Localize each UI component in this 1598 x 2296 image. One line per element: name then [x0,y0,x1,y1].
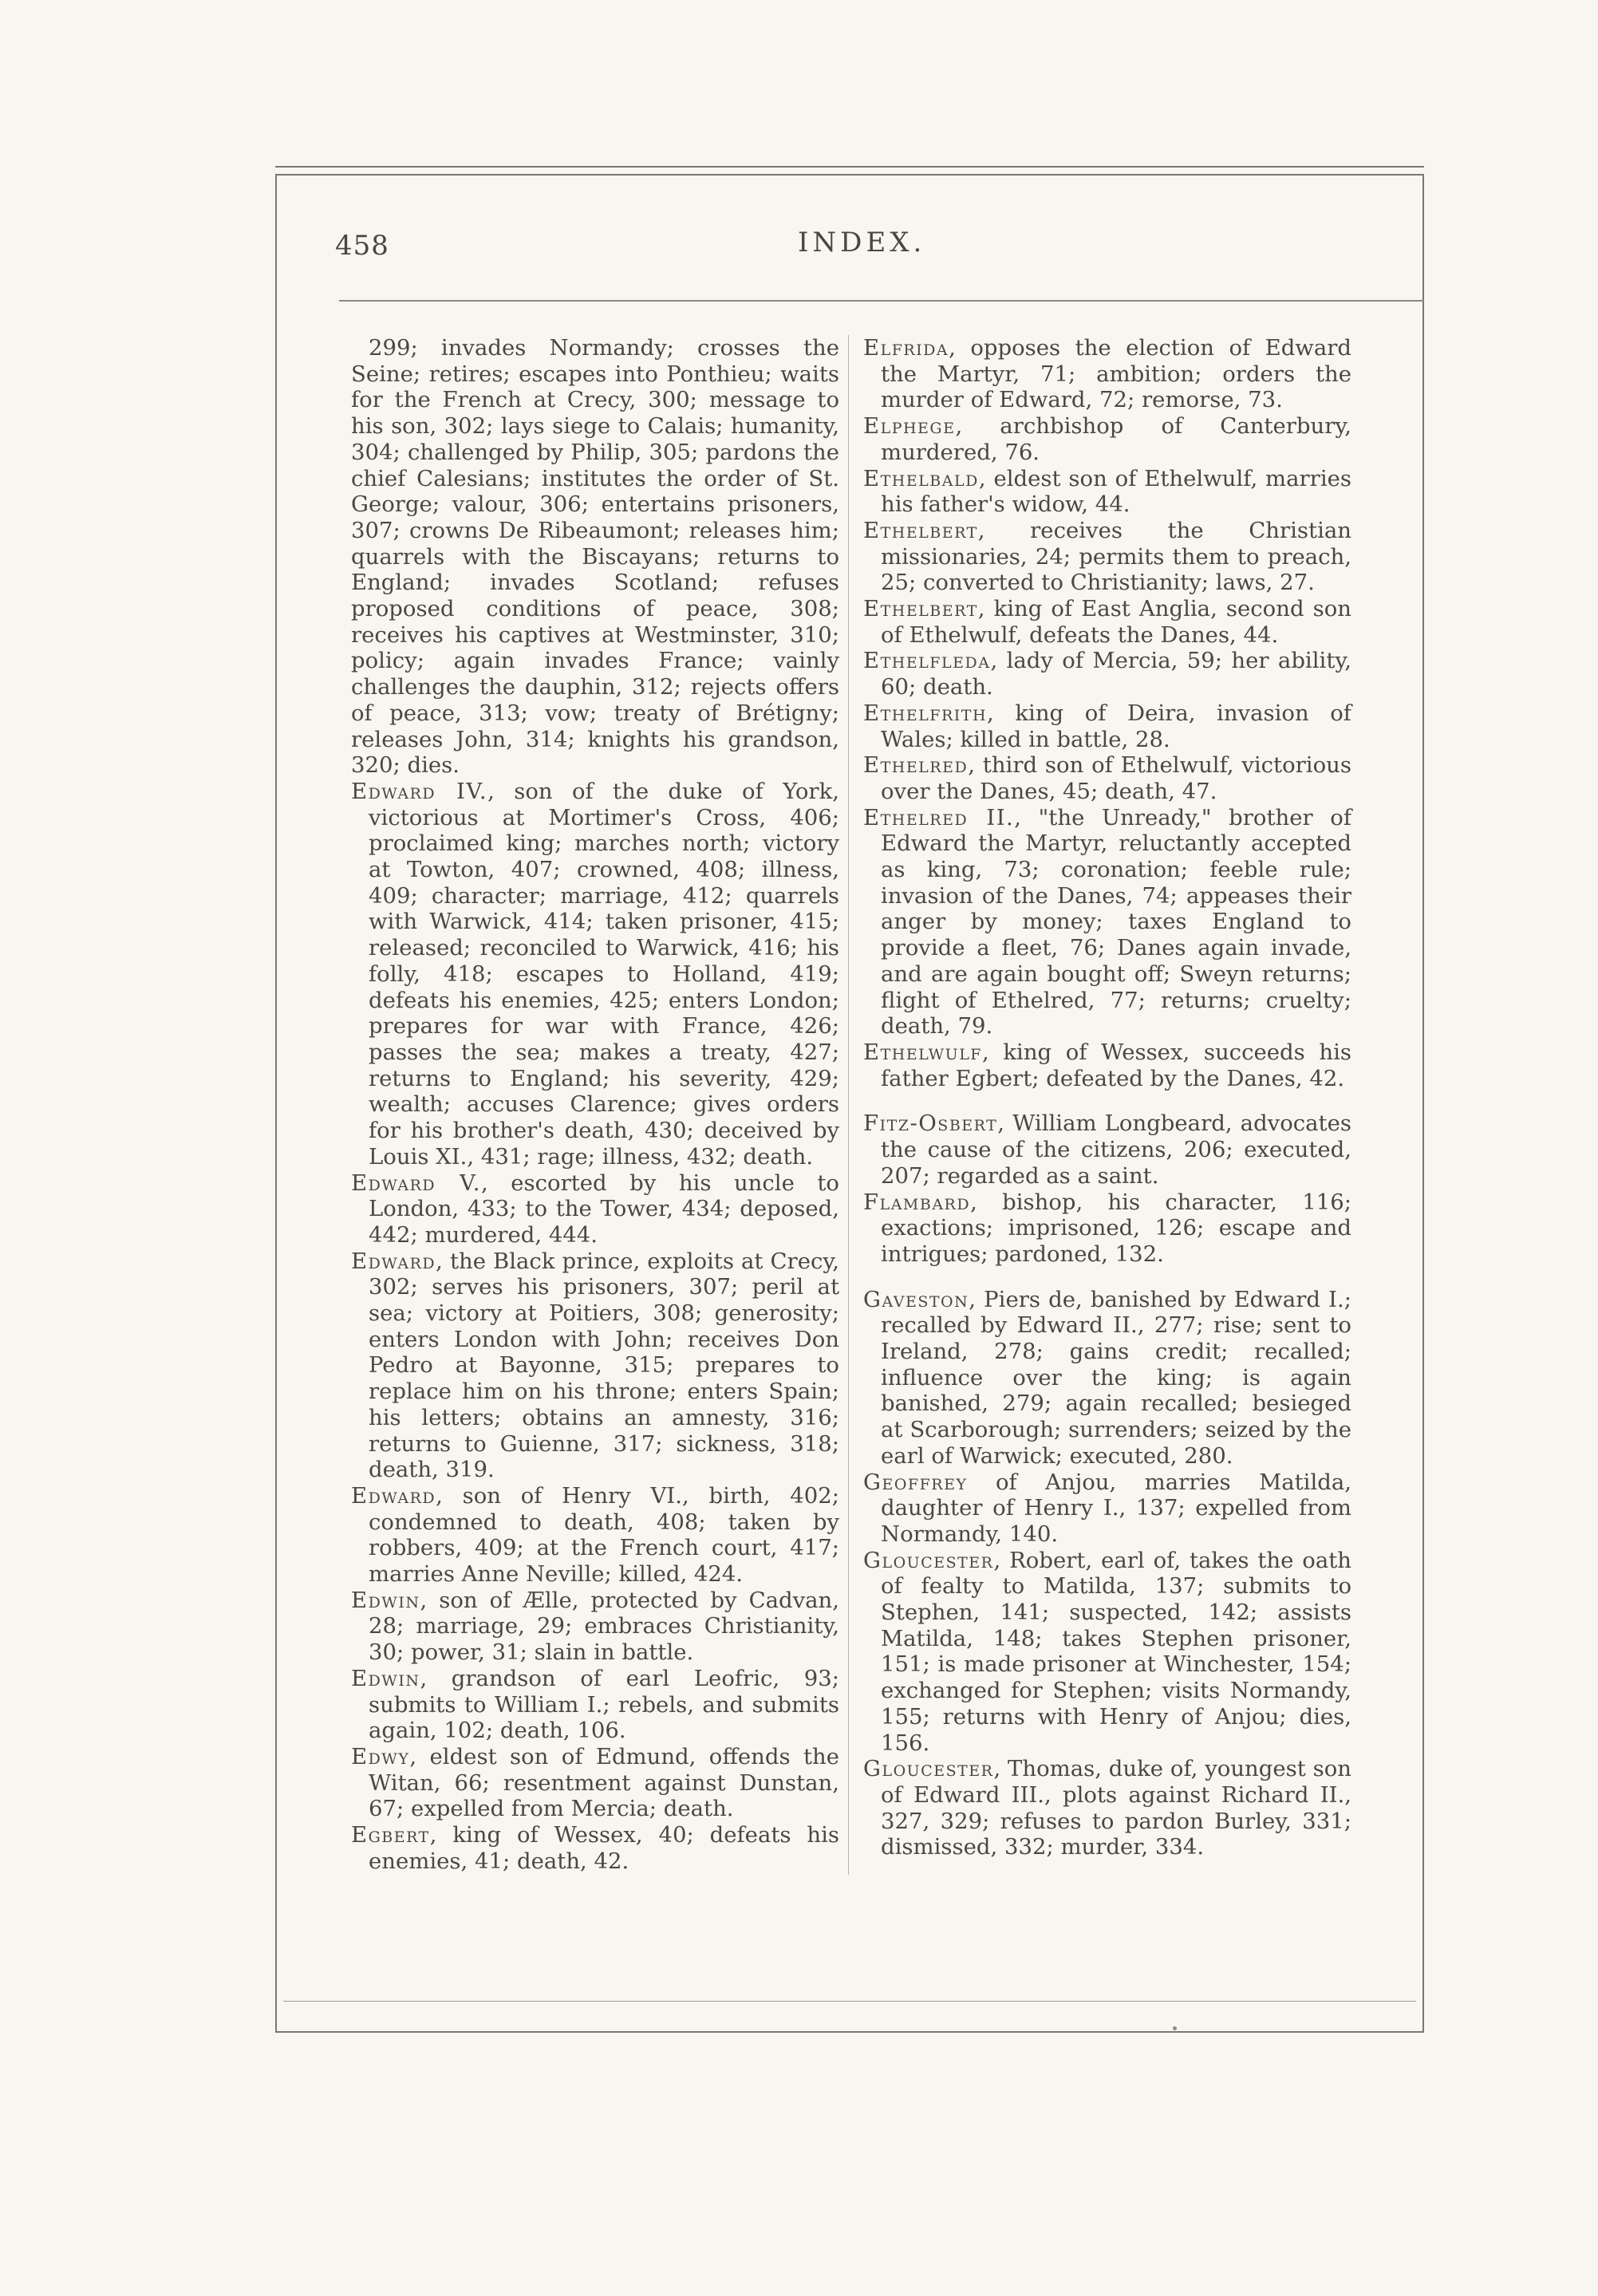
entry-head: Ethelred [863,752,969,779]
entry-head: Edward V. [351,1170,481,1196]
entry-text: , lady of Mercia, 59; her ability, 60; death. [881,648,1351,700]
index-entry [863,1470,1351,1548]
entry-text: , bishop, his character, 116; exactions; imprisoned, 126; escape and intrigues; pardoned, 132. [881,1189,1351,1267]
index-entry [351,1483,839,1588]
entry-head: Ethelbert [863,596,978,622]
page-number: 458 [335,230,389,262]
entry-head: Elphege [863,413,956,440]
entry-head: Ethelwulf [863,1039,982,1065]
entry-text: , son of Ælle, protected by Cadvan, 28; marriage, 29; embraces Christianity, 30; power, 31; slain in battle. [369,1587,839,1666]
entry-head: Fitz-Osbert [863,1111,998,1137]
bottom-rule [283,2001,1416,2002]
entry-head: Ethelfrith [863,700,988,726]
column-divider [848,335,849,1875]
entry-text: , William Longbeard, advocates the cause of the citizens, 206; executed, 207; regarded as a saint. [881,1111,1351,1189]
entry-text: of Anjou, marries Matilda, daughter of Henry I., 137; expelled from Normandy, 140. [881,1469,1351,1547]
index-entry [863,596,1351,648]
page-header [335,223,1436,271]
entry-text: , escorted by his uncle to London, 433; to the Tower, 434; deposed, 442; murdered, 444. [369,1170,839,1248]
entry-text: , Thomas, duke of, youngest son of Edward III., plots against Richard II., 327, 329; refuses to pardon Burley, 331; dismissed, 332; murder, 334. [881,1756,1351,1860]
entry-head: Geoffrey [863,1469,968,1495]
index-entry [863,413,1351,465]
printer-mark [1173,2026,1177,2030]
index-entry [351,1666,839,1744]
index-entry [863,1111,1351,1189]
index-entry [863,648,1351,700]
index-entry [863,518,1351,596]
index-entry [863,1040,1351,1091]
entry-head: Gloucester [863,1756,994,1782]
entry-text: , grandson of earl Leofric, 93; submits to William I.; rebels, and submits again, 102; death, 106. [369,1665,839,1744]
header-rule [339,300,1424,302]
entry-text: , son of the duke of York, victorious at Mortimer's Cross, 406; proclaimed king; marches north; victory at Towton, 407; crowned, 408; illness, 409; character; marriage, 412; quarrels with Warwick, 414; taken prisoner, 415; released; reconciled to Warwick, 416; his folly, 418; escapes to Holland, 419; defeats his enemies, 425; enters London; prepares for war with France, 426; passes the sea; makes a treaty, 427; returns to England; his severity, 429; wealth; accuses Clarence; gives orders for his brother's death, 430; deceived by Louis XI., 431; rage; illness, 432; death. [369,778,839,1170]
entry-head: Edwy [351,1743,410,1769]
outer-top-rule [275,166,1424,168]
index-entry [351,1170,839,1249]
entry-head: Ethelbert [863,517,978,543]
index-entry [351,335,839,779]
entry-text: , eldest son of Edmund, offends the Witan, 66; resentment against Dunstan, 67; expelled from Mercia; death. [369,1743,839,1822]
entry-head: Ethelred II. [863,804,1015,830]
index-entry [863,1756,1351,1860]
index-entry [863,1548,1351,1757]
index-entry [863,1287,1351,1470]
entry-text: , son of Henry VI., birth, 402; condemned to death, 408; taken by robbers, 409; at the French court, 417; marries Anne Neville; killed, 424. [369,1482,839,1588]
entry-text: , king of Wessex, succeeds his father Egbert; defeated by the Danes, 42. [881,1039,1351,1091]
entry-head: Elfrida [863,335,949,361]
index-entry [351,1744,839,1822]
entry-text: , king of East Anglia, second son of Ethelwulf, defeats the Danes, 44. [881,596,1351,648]
entry-head: Edwin [351,1587,420,1613]
index-entry [863,1189,1351,1268]
index-entry [863,805,1351,1040]
entry-head: Ethelbald [863,465,979,491]
index-entry [863,700,1351,752]
index-entry [863,466,1351,518]
entry-head: Edward [351,1482,436,1509]
entry-text: , the Black prince, exploits at Crecy, 302; serves his prisoners, 307; peril at sea; victory at Poitiers, 308; generosity; enters London with John; receives Don Pedro at Bayonne, 315; prepares to replace him on his throne; enters Spain; his letters; obtains an amnesty, 316; returns to Guienne, 317; sickness, 318; death, 319. [369,1248,839,1483]
entry-head: Flambard [863,1189,971,1215]
entry-head: Edward IV. [351,778,488,804]
entry-text: , Robert, earl of, takes the oath of fealty to Matilda, 137; submits to Stephen, 141; suspected, 142; assists Matilda, 148; takes Stephen prisoner, 151; is made prisoner at Winchester, 154; exchanged for Stephen; visits Normandy, 155; returns with Henry of Anjou; dies, 156. [881,1547,1351,1756]
index-entry [351,1588,839,1666]
entry-text: , king of Deira, invasion of Wales; killed in battle, 28. [881,700,1351,752]
entry-head: Ethelfleda [863,648,991,674]
entry-text: , receives the Christian missionaries, 24; permits them to preach, 25; converted to Christianity; laws, 27. [881,517,1351,596]
index-entry [351,1822,839,1874]
entry-text: , third son of Ethelwulf, victorious over the Danes, 45; death, 47. [881,752,1351,804]
entry-text: , archbishop of Canterbury, murdered, 76. [881,413,1351,465]
entry-head: Gloucester [863,1547,994,1573]
entry-text: , eldest son of Ethelwulf, marries his father's widow, 44. [881,465,1351,518]
entry-head: Edwin [351,1665,420,1691]
index-entry [863,752,1351,804]
entry-text: , opposes the election of Edward the Martyr, 71; ambition; orders the murder of Edward, 72; remorse, 73. [881,335,1351,413]
entry-head: Edward [351,1248,436,1274]
index-column-left [351,335,839,1874]
index-column-right [863,335,1351,1860]
page-title: INDEX. [798,227,926,258]
entry-text: 299; invades Normandy; crosses the Seine; retires; escapes into Ponthieu; waits for the French at Crecy, 300; message to his son, 302; lays siege to Calais; humanity, 304; challenged by Philip, 305; pardons the chief Calesians; institutes the order of St. George; valour, 306; entertains prisoners, 307; crowns De Ribeaumont; releases him; quarrels with the Biscayans; returns to England; invades Scotland; refuses proposed conditions of peace, 308; receives his captives at Westminster, 310; policy; again invades France; vainly challenges the dauphin, 312; rejects offers of peace, 313; vow; treaty of Brétigny; releases John, 314; knights his grandson, 320; dies. [351,335,839,779]
entry-head: Egbert [351,1822,430,1848]
index-entry [351,1249,839,1483]
entry-text: , "the Unready," brother of Edward the Martyr, reluctantly accepted as king, 73; coronation; feeble rule; invasion of the Danes, 74; appeases their anger by money; taxes England to provide a fleet, 76; Danes again invade, and are again bought off; Sweyn returns; flight of Ethelred, 77; returns; cruelty; death, 79. [881,804,1351,1040]
index-entry [351,779,839,1170]
entry-head: Gaveston [863,1286,969,1312]
entry-text: , king of Wessex, 40; defeats his enemies, 41; death, 42. [369,1822,839,1874]
entry-text: , Piers de, banished by Edward I.; recalled by Edward II., 277; rise; sent to Ireland, 278; gains credit; recalled; influence over the king; is again banished, 279; again recalled; besieged at Scarborough; surrenders; seized by the earl of Warwick; executed, 280. [881,1286,1351,1469]
index-entry [863,335,1351,413]
